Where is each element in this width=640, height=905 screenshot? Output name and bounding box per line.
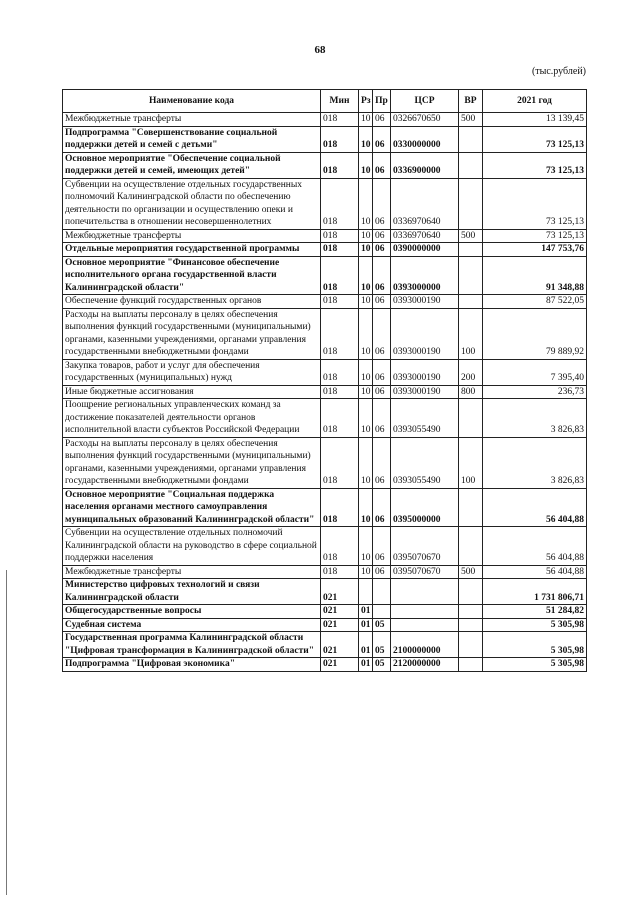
cell-name: Иные бюджетные ассигнования [63,385,321,399]
cell-csr: 2100000000 [391,632,459,658]
table-row [63,565,587,579]
cell-csr: 0395000000 [391,488,459,527]
cell-sum: 13 139,45 [483,113,587,127]
table-row [63,399,587,438]
cell-name: Министерство цифровых технологий и связи Калининградской области [63,579,321,605]
cell-sum: 56 404,88 [483,565,587,579]
cell-min: 018 [321,399,359,438]
cell-rz: 01 [359,658,373,672]
cell-rz: 10 [359,126,373,152]
cell-rz: 10 [359,385,373,399]
table-row [63,126,587,152]
cell-pr: 05 [373,618,391,632]
cell-sum: 56 404,88 [483,527,587,566]
cell-name: Расходы на выплаты персоналу в целях обеспечения выполнения функций государственными (муниципальными) органами, казенными учреждениями, органами управления государственными внебюджетными фондами [63,308,321,359]
cell-min: 021 [321,618,359,632]
cell-rz: 01 [359,632,373,658]
cell-name: Межбюджетные трансферты [63,229,321,243]
table-row [63,152,587,178]
table-body [63,113,587,672]
cell-name: Межбюджетные трансферты [63,565,321,579]
table-row [63,632,587,658]
cell-sum: 236,73 [483,385,587,399]
table-row [63,618,587,632]
table-row [63,308,587,359]
cell-vr: 800 [459,385,483,399]
cell-vr [459,256,483,295]
cell-rz: 10 [359,308,373,359]
cell-rz: 10 [359,178,373,229]
col-header-pr: Пр [373,90,391,113]
cell-sum: 3 826,83 [483,437,587,488]
cell-name: Субвенции на осуществление отдельных государственных полномочий Калининградской области по обеспечению деятельности по организации и осуществлению опеки и попечительства в отношении несовершеннолетних [63,178,321,229]
cell-min: 018 [321,565,359,579]
cell-min: 018 [321,126,359,152]
cell-pr: 06 [373,437,391,488]
cell-rz: 10 [359,488,373,527]
cell-rz: 10 [359,229,373,243]
cell-min: 021 [321,579,359,605]
col-header-min: Мин [321,90,359,113]
cell-sum: 3 826,83 [483,399,587,438]
cell-sum: 5 305,98 [483,618,587,632]
cell-pr: 06 [373,565,391,579]
cell-pr: 06 [373,385,391,399]
cell-csr: 0395070670 [391,565,459,579]
cell-rz: 10 [359,152,373,178]
cell-rz: 01 [359,618,373,632]
cell-vr [459,527,483,566]
cell-name: Закупка товаров, работ и услуг для обеспечения государственных (муниципальных) нужд [63,359,321,385]
cell-vr: 500 [459,229,483,243]
cell-sum: 5 305,98 [483,632,587,658]
margin-line [6,570,7,895]
cell-vr [459,488,483,527]
table-header-row [63,90,587,113]
cell-sum: 79 889,92 [483,308,587,359]
cell-sum: 73 125,13 [483,152,587,178]
cell-pr: 06 [373,229,391,243]
cell-name: Основное мероприятие "Финансовое обеспечение исполнительного органа государственной власти Калининградской области" [63,256,321,295]
cell-name: Государственная программа Калининградской области "Цифровая трансформация в Калининградской области" [63,632,321,658]
table-row [63,658,587,672]
cell-csr [391,605,459,619]
cell-pr: 06 [373,527,391,566]
cell-name: Межбюджетные трансферты [63,113,321,127]
cell-pr: 06 [373,152,391,178]
cell-vr [459,178,483,229]
cell-name: Обеспечение функций государственных органов [63,295,321,309]
cell-min: 021 [321,658,359,672]
cell-csr: 0393055490 [391,437,459,488]
cell-name: Отдельные мероприятия государственной программы [63,243,321,257]
cell-csr: 0393055490 [391,399,459,438]
page-number: 68 [314,44,326,56]
cell-sum: 73 125,13 [483,229,587,243]
cell-pr: 06 [373,178,391,229]
cell-min: 018 [321,385,359,399]
table-row [63,527,587,566]
cell-sum: 5 305,98 [483,658,587,672]
cell-vr [459,605,483,619]
cell-rz: 10 [359,359,373,385]
cell-min: 018 [321,256,359,295]
cell-pr: 06 [373,308,391,359]
cell-sum: 147 753,76 [483,243,587,257]
table-row [63,359,587,385]
cell-min: 018 [321,488,359,527]
cell-min: 018 [321,229,359,243]
col-header-vr: ВР [459,90,483,113]
cell-vr: 500 [459,565,483,579]
cell-vr [459,399,483,438]
table-row [63,385,587,399]
cell-vr [459,243,483,257]
cell-vr [459,126,483,152]
cell-rz [359,579,373,605]
cell-sum: 7 395,40 [483,359,587,385]
cell-csr: 2120000000 [391,658,459,672]
col-header-year: 2021 год [483,90,587,113]
cell-csr [391,579,459,605]
col-header-csr: ЦСР [391,90,459,113]
cell-rz: 10 [359,527,373,566]
cell-csr: 0336970640 [391,178,459,229]
cell-rz: 10 [359,295,373,309]
cell-sum: 73 125,13 [483,126,587,152]
cell-sum: 87 522,05 [483,295,587,309]
cell-pr: 06 [373,488,391,527]
cell-csr: 0393000190 [391,295,459,309]
col-header-rz: Рз [359,90,373,113]
cell-csr: 0393000190 [391,385,459,399]
cell-min: 018 [321,437,359,488]
cell-vr [459,658,483,672]
budget-table [62,89,587,672]
cell-rz: 10 [359,256,373,295]
cell-vr: 100 [459,437,483,488]
cell-min: 018 [321,152,359,178]
cell-name: Субвенции на осуществление отдельных полномочий Калининградской области на руководство в сфере социальной поддержки населения [63,527,321,566]
table-row [63,229,587,243]
cell-pr: 05 [373,658,391,672]
cell-rz: 10 [359,113,373,127]
cell-vr: 100 [459,308,483,359]
table-row [63,605,587,619]
cell-min: 018 [321,308,359,359]
cell-vr [459,579,483,605]
cell-csr: 0336970640 [391,229,459,243]
cell-csr: 0330000000 [391,126,459,152]
table-row [63,579,587,605]
table-row [63,178,587,229]
table-row [63,113,587,127]
col-header-name: Наименование кода [63,90,321,113]
cell-name: Основное мероприятие "Обеспечение социальной поддержки детей и семей, имеющих детей" [63,152,321,178]
table-row [63,256,587,295]
cell-name: Основное мероприятие "Социальная поддержка населения органами местного самоуправления муниципальных образований Калининградской области" [63,488,321,527]
cell-min: 021 [321,632,359,658]
cell-pr: 06 [373,295,391,309]
cell-name: Поощрение региональных управленческих команд за достижение показателей деятельности органов исполнительной власти субъектов Российской Федерации [63,399,321,438]
cell-vr [459,152,483,178]
cell-vr [459,632,483,658]
units-label: (тыс.рублей) [531,66,586,77]
cell-pr: 06 [373,126,391,152]
cell-csr: 0390000000 [391,243,459,257]
cell-pr: 05 [373,632,391,658]
cell-pr: 06 [373,243,391,257]
cell-name: Общегосударственные вопросы [63,605,321,619]
cell-vr [459,295,483,309]
cell-pr: 06 [373,399,391,438]
cell-min: 018 [321,295,359,309]
cell-vr: 200 [459,359,483,385]
cell-rz: 10 [359,437,373,488]
table-row [63,295,587,309]
cell-sum: 91 348,88 [483,256,587,295]
cell-min: 018 [321,243,359,257]
cell-rz: 10 [359,243,373,257]
cell-pr [373,579,391,605]
cell-min: 018 [321,359,359,385]
cell-csr: 0326670650 [391,113,459,127]
cell-csr: 0393000190 [391,308,459,359]
cell-name: Расходы на выплаты персоналу в целях обеспечения выполнения функций государственными (муниципальными) органами, казенными учреждениями, органами управления государственными внебюджетными фондами [63,437,321,488]
cell-name: Судебная система [63,618,321,632]
cell-pr: 06 [373,256,391,295]
cell-vr [459,618,483,632]
cell-pr [373,605,391,619]
cell-sum: 73 125,13 [483,178,587,229]
cell-csr [391,618,459,632]
cell-sum: 1 731 806,71 [483,579,587,605]
cell-rz: 01 [359,605,373,619]
cell-name: Подпрограмма "Цифровая экономика" [63,658,321,672]
cell-min: 018 [321,178,359,229]
cell-pr: 06 [373,113,391,127]
cell-min: 021 [321,605,359,619]
table-row [63,437,587,488]
cell-name: Подпрограмма "Совершенствование социальной поддержки детей и семей с детьми" [63,126,321,152]
cell-vr: 500 [459,113,483,127]
cell-rz: 10 [359,399,373,438]
cell-min: 018 [321,113,359,127]
cell-csr: 0393000190 [391,359,459,385]
cell-rz: 10 [359,565,373,579]
cell-sum: 51 284,82 [483,605,587,619]
cell-csr: 0336900000 [391,152,459,178]
cell-csr: 0393000000 [391,256,459,295]
cell-csr: 0395070670 [391,527,459,566]
cell-min: 018 [321,527,359,566]
table-row [63,243,587,257]
cell-sum: 56 404,88 [483,488,587,527]
cell-pr: 06 [373,359,391,385]
table-row [63,488,587,527]
